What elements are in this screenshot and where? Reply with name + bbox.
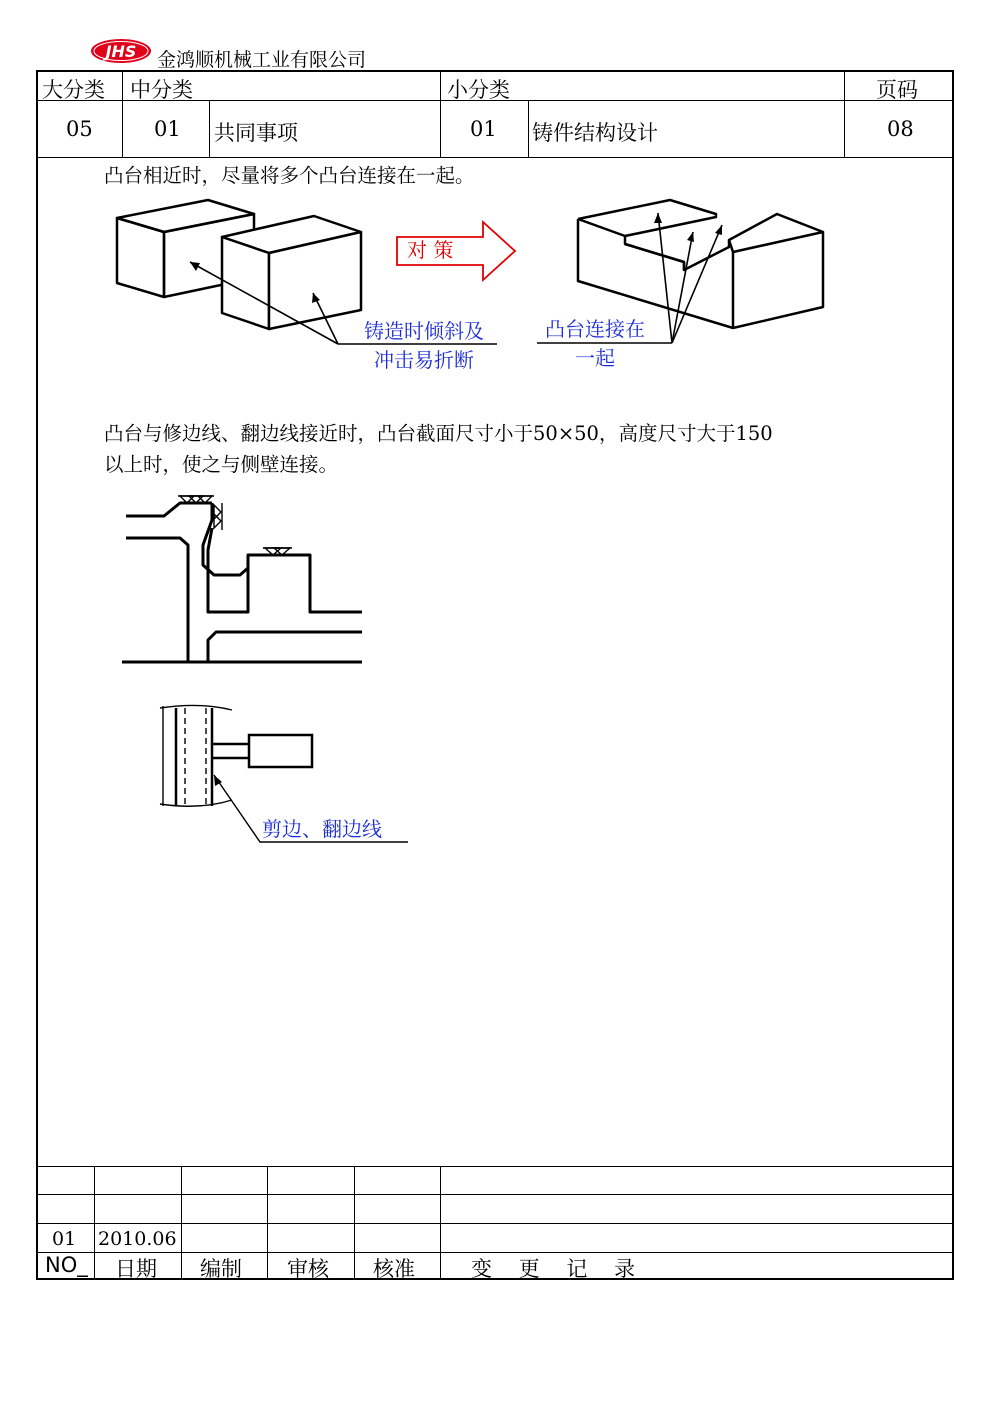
- revision-date: 2010.06: [98, 1228, 177, 1250]
- countermeasure-label: 对 策: [407, 238, 454, 262]
- page-number: 08: [887, 117, 914, 141]
- footer-review-label: 审核: [287, 1257, 329, 1281]
- minor-category-name: 铸件结构设计: [532, 121, 658, 145]
- major-category-value: 05: [66, 117, 93, 141]
- section2-text-line2: 以上时，使之与侧壁连接。: [104, 453, 339, 476]
- note-fracture-line2: 冲击易折断: [374, 348, 474, 372]
- section1-text: 凸台相近时，尽量将多个凸台连接在一起。: [104, 164, 475, 187]
- note-trim-flange-line: 剪边、翻边线: [262, 817, 382, 841]
- note-connected-line2: 一起: [575, 346, 615, 370]
- logo-text: JHS: [105, 42, 137, 61]
- footer-approve-label: 核准: [373, 1257, 415, 1281]
- note-connected-line1: 凸台连接在: [545, 317, 645, 341]
- middle-category-label: 中分类: [130, 78, 193, 102]
- revision-no: 01: [52, 1228, 77, 1250]
- footer-no-label: NO_: [45, 1253, 88, 1277]
- footer-edit-label: 编制: [200, 1257, 242, 1281]
- middle-category-name: 共同事项: [214, 121, 298, 145]
- minor-category-code: 01: [470, 117, 497, 141]
- footer-date-label: 日期: [115, 1257, 157, 1281]
- section2-text-line1: 凸台与修边线、翻边线接近时，凸台截面尺寸小于50×50，高度尺寸大于150: [104, 422, 773, 445]
- major-category-label: 大分类: [42, 78, 105, 102]
- note-fracture-line1: 铸造时倾斜及: [364, 319, 484, 343]
- minor-category-label: 小分类: [447, 78, 510, 102]
- footer-change-record-label: 变 更 记 录: [471, 1257, 636, 1281]
- company-name: 金鸿顺机械工业有限公司: [157, 49, 367, 71]
- middle-category-code: 01: [154, 117, 181, 141]
- page-label: 页码: [876, 78, 918, 102]
